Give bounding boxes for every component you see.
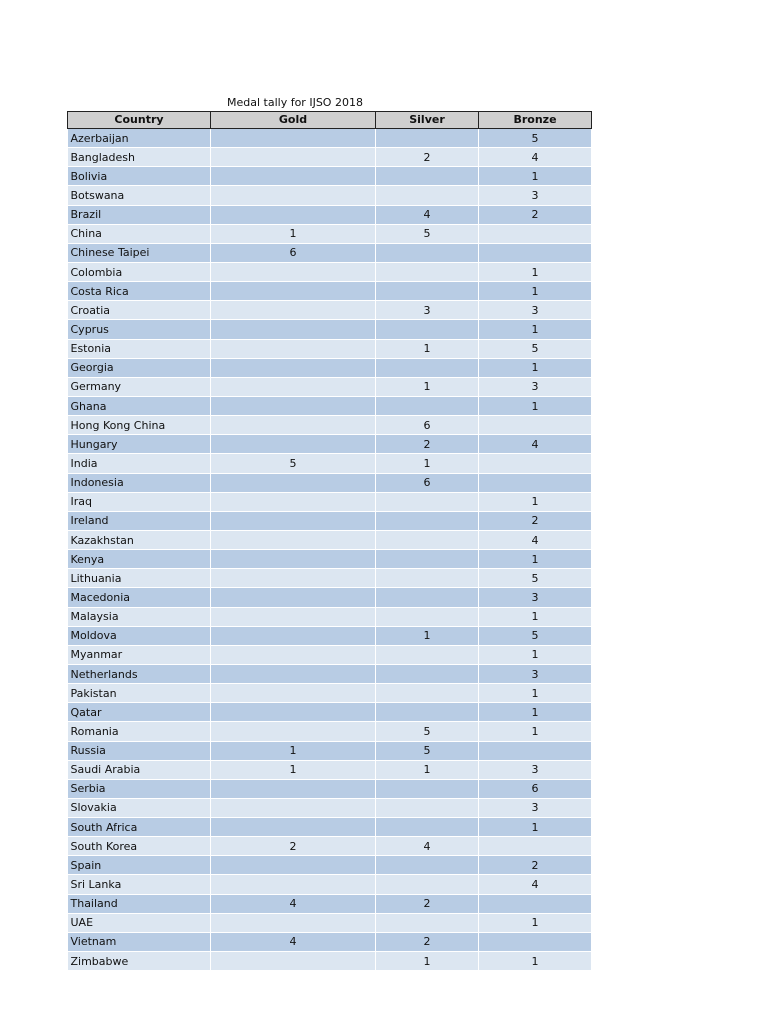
cell-silver[interactable] — [376, 492, 479, 511]
cell-gold[interactable] — [211, 530, 376, 549]
cell-bronze[interactable]: 5 — [479, 626, 592, 645]
cell-silver[interactable]: 1 — [376, 760, 479, 779]
cell-country[interactable]: Kenya — [68, 550, 211, 569]
cell-gold[interactable] — [211, 588, 376, 607]
cell-silver[interactable] — [376, 282, 479, 301]
cell-country[interactable]: Vietnam — [68, 932, 211, 951]
table-row — [68, 282, 592, 301]
table-row — [68, 818, 592, 837]
cell-bronze[interactable]: 1 — [479, 550, 592, 569]
cell-bronze[interactable]: 3 — [479, 186, 592, 205]
cell-country[interactable]: Azerbaijan — [68, 129, 211, 148]
cell-gold[interactable] — [211, 875, 376, 894]
cell-bronze[interactable]: 1 — [479, 684, 592, 703]
cell-silver[interactable] — [376, 779, 479, 798]
cell-country[interactable]: Croatia — [68, 301, 211, 320]
cell-bronze[interactable]: 4 — [479, 148, 592, 167]
cell-country[interactable]: Qatar — [68, 703, 211, 722]
table-row — [68, 856, 592, 875]
cell-silver[interactable] — [376, 511, 479, 530]
cell-silver[interactable]: 2 — [376, 435, 479, 454]
cell-country[interactable]: India — [68, 454, 211, 473]
cell-country[interactable]: Ireland — [68, 511, 211, 530]
cell-country[interactable]: Spain — [68, 856, 211, 875]
cell-gold[interactable] — [211, 129, 376, 148]
table-row — [68, 837, 592, 856]
table-row — [68, 684, 592, 703]
cell-silver[interactable]: 1 — [376, 454, 479, 473]
table-row — [68, 396, 592, 415]
cell-country[interactable]: Lithuania — [68, 569, 211, 588]
table-row — [68, 645, 592, 664]
table-body — [68, 129, 592, 971]
cell-bronze[interactable]: 2 — [479, 511, 592, 530]
medal-table — [67, 111, 592, 971]
table-row — [68, 952, 592, 971]
cell-country[interactable]: China — [68, 224, 211, 243]
cell-bronze[interactable] — [479, 473, 592, 492]
cell-silver[interactable] — [376, 798, 479, 817]
cell-bronze[interactable]: 1 — [479, 396, 592, 415]
cell-silver[interactable] — [376, 530, 479, 549]
table-row — [68, 148, 592, 167]
cell-silver[interactable] — [376, 129, 479, 148]
cell-gold[interactable]: 2 — [211, 837, 376, 856]
cell-bronze[interactable]: 4 — [479, 530, 592, 549]
table-row — [68, 779, 592, 798]
cell-bronze[interactable]: 1 — [479, 818, 592, 837]
table-row — [68, 703, 592, 722]
table-row — [68, 932, 592, 951]
cell-country[interactable]: Botswana — [68, 186, 211, 205]
cell-bronze[interactable]: 1 — [479, 913, 592, 932]
cell-silver[interactable] — [376, 320, 479, 339]
cell-silver[interactable] — [376, 358, 479, 377]
table-row — [68, 607, 592, 626]
cell-country[interactable]: Hungary — [68, 435, 211, 454]
cell-country[interactable]: Costa Rica — [68, 282, 211, 301]
table-row — [68, 454, 592, 473]
table-row — [68, 626, 592, 645]
cell-bronze[interactable] — [479, 837, 592, 856]
table-row — [68, 588, 592, 607]
cell-gold[interactable] — [211, 358, 376, 377]
table-row — [68, 205, 592, 224]
cell-silver[interactable]: 1 — [376, 626, 479, 645]
cell-silver[interactable] — [376, 588, 479, 607]
table-row — [68, 435, 592, 454]
cell-gold[interactable] — [211, 703, 376, 722]
cell-gold[interactable]: 1 — [211, 224, 376, 243]
cell-bronze[interactable]: 4 — [479, 435, 592, 454]
table-row — [68, 569, 592, 588]
cell-bronze[interactable]: 1 — [479, 320, 592, 339]
cell-country[interactable]: Russia — [68, 741, 211, 760]
cell-country[interactable]: Indonesia — [68, 473, 211, 492]
cell-bronze[interactable]: 6 — [479, 779, 592, 798]
cell-bronze[interactable]: 1 — [479, 358, 592, 377]
cell-gold[interactable] — [211, 856, 376, 875]
cell-bronze[interactable]: 1 — [479, 262, 592, 281]
table-row — [68, 473, 592, 492]
table-row — [68, 320, 592, 339]
cell-country[interactable]: Estonia — [68, 339, 211, 358]
table-row — [68, 664, 592, 683]
cell-gold[interactable]: 5 — [211, 454, 376, 473]
header-row — [68, 112, 592, 129]
cell-country[interactable]: Pakistan — [68, 684, 211, 703]
cell-country[interactable]: Ghana — [68, 396, 211, 415]
cell-silver[interactable] — [376, 396, 479, 415]
cell-silver[interactable] — [376, 167, 479, 186]
cell-gold[interactable] — [211, 645, 376, 664]
cell-gold[interactable] — [211, 952, 376, 971]
cell-country[interactable]: Georgia — [68, 358, 211, 377]
cell-gold[interactable] — [211, 664, 376, 683]
table-row — [68, 377, 592, 396]
cell-silver[interactable]: 5 — [376, 741, 479, 760]
cell-country[interactable]: Macedonia — [68, 588, 211, 607]
cell-gold[interactable]: 6 — [211, 243, 376, 262]
cell-country[interactable]: South Africa — [68, 818, 211, 837]
table-row — [68, 129, 592, 148]
cell-country[interactable]: Myanmar — [68, 645, 211, 664]
cell-gold[interactable] — [211, 167, 376, 186]
cell-bronze[interactable]: 4 — [479, 875, 592, 894]
cell-silver[interactable] — [376, 186, 479, 205]
cell-gold[interactable]: 1 — [211, 741, 376, 760]
cell-silver[interactable] — [376, 818, 479, 837]
cell-country[interactable]: Bolivia — [68, 167, 211, 186]
cell-gold[interactable] — [211, 684, 376, 703]
cell-bronze[interactable] — [479, 894, 592, 913]
cell-silver[interactable] — [376, 550, 479, 569]
cell-silver[interactable]: 2 — [376, 894, 479, 913]
cell-silver[interactable] — [376, 875, 479, 894]
cell-silver[interactable]: 5 — [376, 224, 479, 243]
table-row — [68, 301, 592, 320]
cell-gold[interactable] — [211, 435, 376, 454]
cell-bronze[interactable]: 1 — [479, 952, 592, 971]
cell-country[interactable]: Brazil — [68, 205, 211, 224]
cell-bronze[interactable] — [479, 454, 592, 473]
cell-gold[interactable] — [211, 416, 376, 435]
cell-gold[interactable] — [211, 569, 376, 588]
table-row — [68, 875, 592, 894]
cell-bronze[interactable]: 1 — [479, 703, 592, 722]
cell-silver[interactable] — [376, 703, 479, 722]
table-row — [68, 913, 592, 932]
cell-bronze[interactable]: 3 — [479, 798, 592, 817]
cell-country[interactable]: Thailand — [68, 894, 211, 913]
cell-gold[interactable] — [211, 511, 376, 530]
cell-silver[interactable]: 4 — [376, 837, 479, 856]
cell-gold[interactable] — [211, 339, 376, 358]
cell-silver[interactable]: 6 — [376, 416, 479, 435]
cell-silver[interactable]: 2 — [376, 148, 479, 167]
cell-country[interactable]: Serbia — [68, 779, 211, 798]
cell-silver[interactable] — [376, 607, 479, 626]
cell-silver[interactable] — [376, 243, 479, 262]
header-bronze[interactable]: Bronze — [479, 112, 592, 129]
cell-country[interactable]: Malaysia — [68, 607, 211, 626]
cell-country[interactable]: Saudi Arabia — [68, 760, 211, 779]
cell-gold[interactable] — [211, 779, 376, 798]
table-row — [68, 760, 592, 779]
cell-bronze[interactable]: 1 — [479, 722, 592, 741]
cell-country[interactable]: Netherlands — [68, 664, 211, 683]
cell-bronze[interactable] — [479, 243, 592, 262]
table-row — [68, 530, 592, 549]
cell-silver[interactable] — [376, 262, 479, 281]
cell-country[interactable]: Hong Kong China — [68, 416, 211, 435]
cell-country[interactable]: Iraq — [68, 492, 211, 511]
table-row — [68, 224, 592, 243]
cell-gold[interactable]: 1 — [211, 760, 376, 779]
cell-silver[interactable] — [376, 684, 479, 703]
cell-country[interactable]: Bangladesh — [68, 148, 211, 167]
cell-silver[interactable] — [376, 856, 479, 875]
cell-gold[interactable] — [211, 722, 376, 741]
cell-gold[interactable]: 4 — [211, 932, 376, 951]
cell-gold[interactable] — [211, 607, 376, 626]
table-title: Medal tally for IJSO 2018 — [227, 96, 363, 109]
cell-gold[interactable] — [211, 205, 376, 224]
cell-country[interactable]: Zimbabwe — [68, 952, 211, 971]
cell-bronze[interactable]: 1 — [479, 167, 592, 186]
cell-bronze[interactable]: 3 — [479, 377, 592, 396]
table-row — [68, 167, 592, 186]
table-row — [68, 262, 592, 281]
cell-silver[interactable]: 3 — [376, 301, 479, 320]
cell-gold[interactable] — [211, 798, 376, 817]
cell-silver[interactable]: 1 — [376, 377, 479, 396]
table-row — [68, 550, 592, 569]
cell-gold[interactable] — [211, 282, 376, 301]
cell-country[interactable]: Germany — [68, 377, 211, 396]
table-row — [68, 492, 592, 511]
cell-gold[interactable] — [211, 377, 376, 396]
table-row — [68, 243, 592, 262]
cell-bronze[interactable] — [479, 932, 592, 951]
cell-country[interactable]: Cyprus — [68, 320, 211, 339]
table-row — [68, 798, 592, 817]
cell-silver[interactable]: 6 — [376, 473, 479, 492]
cell-silver[interactable]: 2 — [376, 932, 479, 951]
cell-country[interactable]: UAE — [68, 913, 211, 932]
cell-gold[interactable] — [211, 320, 376, 339]
table-row — [68, 722, 592, 741]
cell-country[interactable]: Sri Lanka — [68, 875, 211, 894]
cell-bronze[interactable]: 5 — [479, 339, 592, 358]
cell-country[interactable]: Slovakia — [68, 798, 211, 817]
cell-bronze[interactable]: 2 — [479, 205, 592, 224]
header-gold[interactable]: Gold — [211, 112, 376, 129]
cell-silver[interactable]: 5 — [376, 722, 479, 741]
table-row — [68, 186, 592, 205]
cell-bronze[interactable]: 1 — [479, 282, 592, 301]
spreadsheet — [67, 94, 591, 971]
cell-bronze[interactable]: 2 — [479, 856, 592, 875]
cell-bronze[interactable]: 1 — [479, 607, 592, 626]
cell-gold[interactable] — [211, 818, 376, 837]
table-row — [68, 894, 592, 913]
cell-gold[interactable]: 4 — [211, 894, 376, 913]
cell-country[interactable]: Chinese Taipei — [68, 243, 211, 262]
table-row — [68, 741, 592, 760]
cell-silver[interactable]: 4 — [376, 205, 479, 224]
cell-country[interactable]: South Korea — [68, 837, 211, 856]
cell-gold[interactable] — [211, 913, 376, 932]
cell-bronze[interactable]: 1 — [479, 645, 592, 664]
cell-bronze[interactable]: 5 — [479, 129, 592, 148]
table-row — [68, 358, 592, 377]
table-row — [68, 511, 592, 530]
cell-bronze[interactable] — [479, 741, 592, 760]
header-country[interactable]: Country — [68, 112, 211, 129]
cell-bronze[interactable] — [479, 416, 592, 435]
cell-gold[interactable] — [211, 262, 376, 281]
cell-gold[interactable] — [211, 473, 376, 492]
cell-country[interactable]: Romania — [68, 722, 211, 741]
cell-gold[interactable] — [211, 492, 376, 511]
cell-gold[interactable] — [211, 148, 376, 167]
cell-silver[interactable] — [376, 913, 479, 932]
cell-country[interactable]: Kazakhstan — [68, 530, 211, 549]
cell-gold[interactable] — [211, 301, 376, 320]
cell-gold[interactable] — [211, 626, 376, 645]
cell-gold[interactable] — [211, 550, 376, 569]
cell-bronze[interactable]: 5 — [479, 569, 592, 588]
cell-bronze[interactable] — [479, 224, 592, 243]
cell-bronze[interactable]: 3 — [479, 664, 592, 683]
cell-bronze[interactable]: 3 — [479, 760, 592, 779]
cell-silver[interactable] — [376, 645, 479, 664]
header-silver[interactable]: Silver — [376, 112, 479, 129]
cell-silver[interactable] — [376, 569, 479, 588]
cell-gold[interactable] — [211, 186, 376, 205]
cell-country[interactable]: Moldova — [68, 626, 211, 645]
cell-silver[interactable]: 1 — [376, 339, 479, 358]
cell-bronze[interactable]: 3 — [479, 301, 592, 320]
table-row — [68, 416, 592, 435]
cell-silver[interactable]: 1 — [376, 952, 479, 971]
cell-bronze[interactable]: 1 — [479, 492, 592, 511]
table-row — [68, 339, 592, 358]
cell-country[interactable]: Colombia — [68, 262, 211, 281]
cell-silver[interactable] — [376, 664, 479, 683]
cell-bronze[interactable]: 3 — [479, 588, 592, 607]
cell-gold[interactable] — [211, 396, 376, 415]
